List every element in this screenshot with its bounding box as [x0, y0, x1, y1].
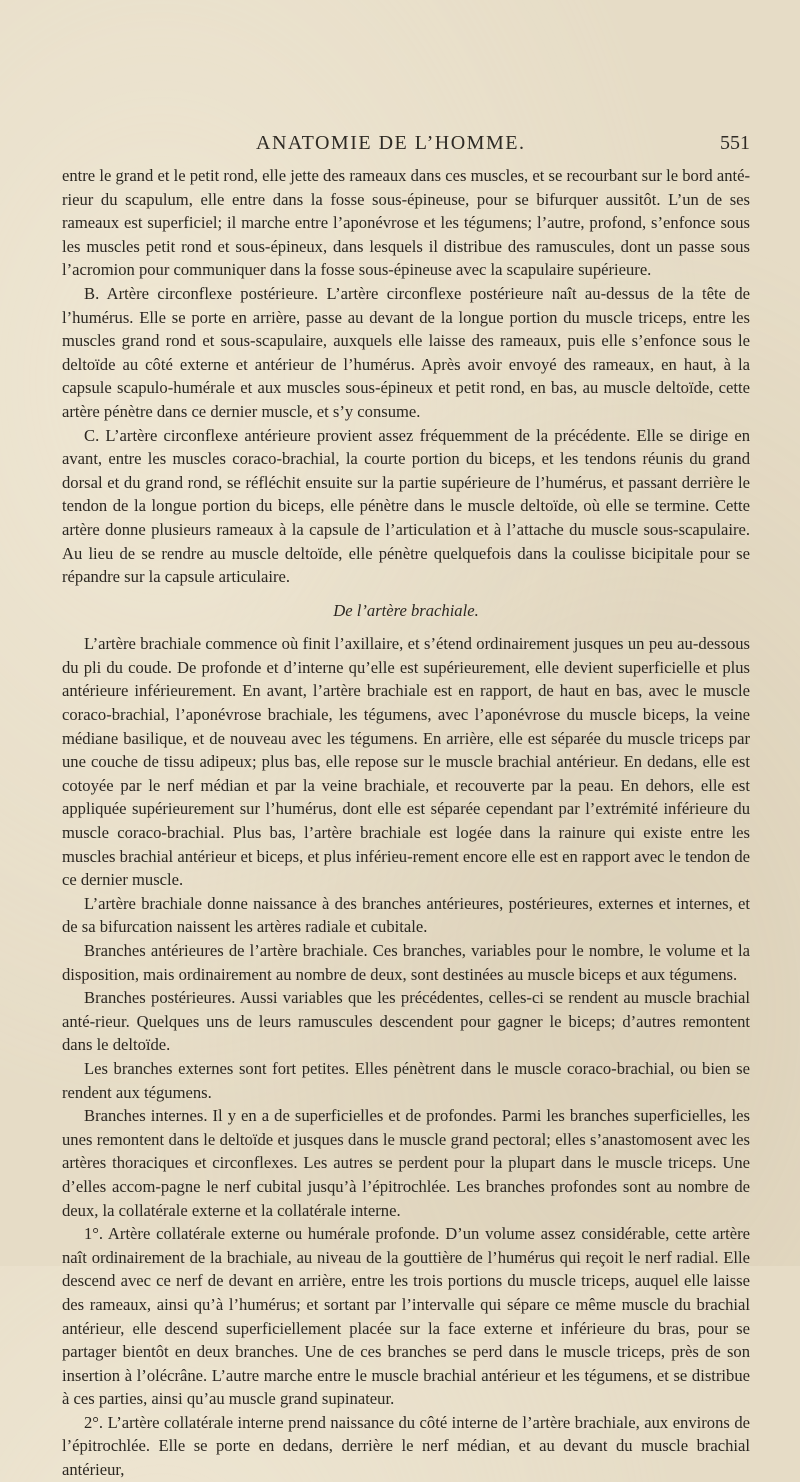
- paragraph-branches-internes: Branches internes. Il y en a de superficielles et de profondes. Parmi les branches superficielles, les unes remontent dans le deltoïde et jusques dans le muscle grand pectoral; elles s’anastomosent avec les artères thoraciques et circonflexes. Les autres se perdent pour la plupart dans le muscle triceps. Une d’elles accom-pagne le nerf cubital jusqu’à l’épitrochlée. Les branches profondes sont au nombre de deux, la collatérale externe et la collatérale interne.: [62, 1106, 750, 1220]
- paragraph-collaterale-interne: 2°. L’artère collatérale interne prend naissance du côté interne de l’artère brachiale, aux environs de l’épitrochlée. Elle se porte en dedans, derrière le nerf médian, et au devant du muscle brachial antérieur,: [62, 1412, 750, 1480]
- running-header: [60, 132, 750, 158]
- paragraph-brachiale-branches: L’artère brachiale donne naissance à des branches antérieures, postérieures, externes et internes, et de sa bifurcation naissent les artères radiale et cubitale.: [62, 893, 750, 937]
- paragraph-collaterale-externe: 1°. Artère collatérale externe ou humérale profonde. D’un volume assez considérable, cette artère naît ordinairement de la brachiale, au niveau de la gouttière de l’humérus qui reçoit le nerf radial. Elle descend avec ce nerf de devant en arrière, entre les trois portions du muscle triceps, auquel elle laisse des rameaux, ainsi qu’à l’humérus; et sortant par l’intervalle qui sépare ce même muscle du brachial antérieur, elle descend superficiellement placée sur la face externe et inférieure du bras, pour se partager bientôt en deux branches. Une de ces branches se perd dans le muscle triceps, près de son insertion à l’olécrâne. L’autre marche entre le muscle brachial antérieur et les tégumens, et se distribue à ces parties, ainsi qu’au muscle grand supinateur.: [62, 1224, 750, 1409]
- paragraph-branches-anterieures: Branches antérieures de l’artère brachiale. Ces branches, variables pour le nombre, le volume et la disposition, mais ordinairement au nombre de deux, sont destinées au muscle biceps et aux tégumens.: [62, 941, 750, 984]
- paragraph-continuation: entre le grand et le petit rond, elle jette des rameaux dans ces muscles, et se recourbant sur le bord anté-rieur du scapulum, elle entre dans la fosse sous-épineuse, pour se bifurquer aussitôt. L’un de ses rameaux est superficiel; il marche entre l’aponévrose et les tégumens; l’autre, profond, s’enfonce sous les muscles petit rond et sous-épineux, dans lesquels il distribue des ramuscules, dont un passe sous l’acromion pour communiquer dans la fosse sous-épineuse avec la scapulaire supérieure.: [62, 166, 750, 280]
- paragraph-branches-posterieures: Branches postérieures. Aussi variables que les précédentes, celles-ci se rendent au muscle brachial anté-rieur. Quelques uns de leurs ramuscules descendent pour gagner le biceps; d’autres remontent dans le deltoïde.: [62, 988, 750, 1055]
- running-title: ANATOMIE DE L’HOMME.: [256, 132, 526, 154]
- paragraph-brachiale-intro: L’artère brachiale commence où finit l’axillaire, et s’étend ordinairement jusques un peu au-dessous du pli du coude. De profonde et d’interne qu’elle est supérieurement, elle devient superficielle et plus antérieure inférieurement. En avant, l’artère brachiale est en rapport, de haut en bas, avec le muscle coraco-brachial, l’aponévrose brachiale, les tégumens, avec l’aponévrose du muscle biceps, la veine médiane basilique, et de nouveau avec les tégumens. En arrière, elle est séparée du muscle triceps par une couche de tissu adipeux; plus bas, elle repose sur le muscle brachial antérieur. En dedans, elle est cotoyée par le nerf médian et par la veine brachiale, et recouverte par la peau. En dehors, elle est appliquée supérieurement sur l’humérus, dont elle est séparée cependant par l’extrémité inférieure du muscle coraco-brachial. Plus bas, l’artère brachiale est logée dans la rainure qui existe entre les muscles brachial antérieur et biceps, et plus inférieu-rement encore elle est en rapport avec le tendon de ce dernier muscle.: [62, 634, 750, 890]
- paragraph-circonflexe-anterieure: C. L’artère circonflexe antérieure provient assez fréquemment de la précédente. Elle se dirige en avant, entre les muscles coraco-brachial, la courte portion du biceps, et les tendons réunis du grand dorsal et du grand rond, se réfléchit ensuite sur la partie supérieure de l’humérus, et passant derrière le tendon de la longue portion du biceps, elle pénètre dans le muscle deltoïde, où elle se termine. Cette artère donne plusieurs rameaux à la capsule de l’articulation et à l’attache du muscle sous-scapulaire. Au lieu de se rendre au muscle deltoïde, elle pénètre quelquefois dans la coulisse bicipitale pour se répandre sur la capsule articulaire.: [62, 425, 750, 587]
- paragraph-circonflexe-posterieure: B. Artère circonflexe postérieure. L’artère circonflexe postérieure naît au-dessus de la tête de l’humérus. Elle se porte en arrière, passe au devant de la longue portion du muscle triceps, entre les muscles grand rond et sous-scapulaire, auxquels elle laisse des rameaux, puis elle s’enfonce sous le deltoïde au côté externe et antérieur de l’humérus. Après avoir envoyé des rameaux, en haut, à la capsule scapulo-humérale et aux muscles sous-épineux et petit rond, en bas, au muscle deltoïde, cette artère pénètre dans ce dernier muscle, et s’y consume.: [62, 283, 750, 421]
- body-text: [62, 164, 750, 1482]
- page-number: 551: [720, 132, 750, 154]
- paragraph-branches-externes: Les branches externes sont fort petites. Elles pénètrent dans le muscle coraco-brachial, ou bien se rendent aux tégumens.: [62, 1058, 750, 1102]
- section-heading: De l’artère brachiale.: [333, 600, 479, 620]
